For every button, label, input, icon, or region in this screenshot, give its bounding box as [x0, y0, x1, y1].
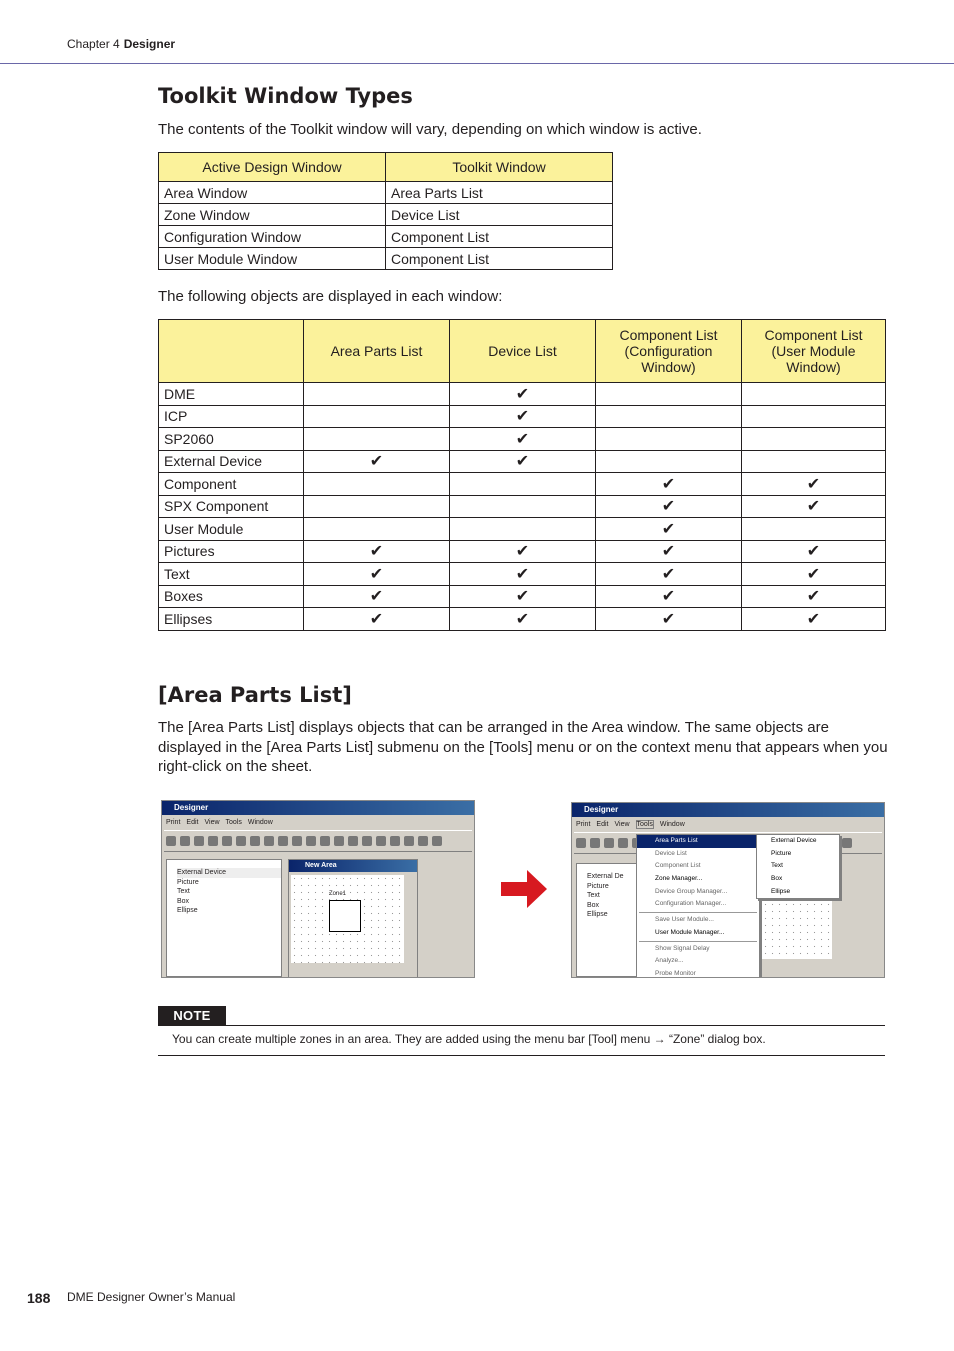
check-cell	[742, 428, 886, 451]
table-cell: Zone Window	[159, 204, 386, 226]
check-cell: ✔	[450, 563, 596, 586]
menu-item[interactable]: User Module Manager...	[655, 928, 725, 936]
check-cell: ✔	[742, 563, 886, 586]
menu-item[interactable]: Device List	[655, 849, 687, 857]
object-name-cell: External Device	[159, 450, 304, 473]
check-cell	[304, 428, 450, 451]
note-text: You can create multiple zones in an area. They are added using the menu bar [Tool] menu → “Zone” dialog box.	[172, 1032, 766, 1046]
tree-item[interactable]: Ellipse	[177, 907, 198, 915]
table2-header: Area Parts List	[304, 320, 450, 383]
tree-item[interactable]: Text	[587, 892, 600, 900]
following-text: The following objects are displayed in each window:	[158, 288, 503, 305]
table2-header: Component List (Configuration Window)	[596, 320, 742, 383]
submenu-item[interactable]: Ellipse	[771, 887, 791, 895]
manual-title: DME Designer Owner’s Manual	[67, 1290, 236, 1304]
check-cell: ✔	[450, 540, 596, 563]
menu-item[interactable]: Tools	[225, 819, 242, 826]
table-row	[159, 226, 613, 248]
table2-header: Device List	[450, 320, 596, 383]
menu-item[interactable]: Edit	[186, 819, 199, 826]
new-area-window	[288, 859, 418, 978]
check-cell: ✔	[304, 450, 450, 473]
object-name-cell: Ellipses	[159, 608, 304, 631]
check-cell: ✔	[596, 473, 742, 496]
check-cell: ✔	[596, 585, 742, 608]
check-cell	[304, 473, 450, 496]
tree-item[interactable]: Text	[177, 888, 190, 896]
app-title-bar: Designer	[572, 803, 884, 817]
menu-item[interactable]: Configuration Manager...	[655, 900, 727, 908]
chapter-label: Chapter 4	[67, 37, 120, 51]
table-row	[159, 540, 886, 563]
tree-item[interactable]: Box	[587, 901, 600, 909]
menu-item[interactable]: View	[614, 821, 630, 828]
table-cell: Area Window	[159, 182, 386, 204]
table2-header: Component List (User Module Window)	[742, 320, 886, 383]
area-parts-submenu	[756, 834, 840, 899]
table-row	[159, 248, 613, 270]
check-cell: ✔	[596, 608, 742, 631]
table-cell: Component List	[386, 226, 613, 248]
table-cell: Configuration Window	[159, 226, 386, 248]
area-parts-tree	[166, 859, 282, 977]
table-cell: User Module Window	[159, 248, 386, 270]
object-name-cell: ICP	[159, 405, 304, 428]
check-cell: ✔	[596, 495, 742, 518]
menu-item[interactable]: Save User Module...	[655, 916, 714, 924]
table2-header	[159, 320, 304, 383]
objects-table	[158, 319, 886, 631]
tree-item[interactable]: Picture	[587, 882, 609, 890]
note-label: NOTE	[158, 1006, 226, 1025]
area-sheet[interactable]	[762, 901, 832, 959]
tree-item[interactable]: External Device	[177, 868, 281, 878]
page-number: 188	[27, 1290, 51, 1306]
submenu-item[interactable]: Box	[771, 875, 783, 883]
note-rule-bottom	[158, 1055, 885, 1056]
table-row	[159, 450, 886, 473]
check-cell: ✔	[596, 563, 742, 586]
table-row	[159, 473, 886, 496]
table1-header: Toolkit Window	[386, 153, 613, 182]
check-cell: ✔	[742, 540, 886, 563]
check-cell: ✔	[742, 473, 886, 496]
toolbar	[164, 830, 472, 852]
tree-item[interactable]: External De	[587, 873, 624, 880]
check-cell	[450, 518, 596, 541]
menu-item[interactable]: Print	[166, 819, 181, 826]
zone-label: Zone1	[329, 891, 347, 897]
check-cell: ✔	[450, 608, 596, 631]
object-name-cell: Pictures	[159, 540, 304, 563]
table-row	[159, 563, 886, 586]
menu-separator	[639, 912, 757, 913]
section-label: Designer	[123, 37, 176, 51]
menu-separator	[639, 941, 757, 942]
menu-item[interactable]: Edit	[596, 821, 609, 828]
table-row	[159, 428, 886, 451]
table1-header: Active Design Window	[159, 153, 386, 182]
submenu-item[interactable]: Picture	[771, 849, 792, 857]
menu-item[interactable]: Probe Monitor	[655, 969, 696, 977]
check-cell: ✔	[596, 518, 742, 541]
running-header	[67, 37, 175, 51]
check-cell	[304, 495, 450, 518]
check-cell: ✔	[304, 563, 450, 586]
menu-item[interactable]: View	[204, 819, 220, 826]
table-row	[159, 383, 886, 406]
table-row	[159, 585, 886, 608]
menu-item[interactable]: Device Group Manager...	[655, 887, 728, 895]
check-cell: ✔	[450, 405, 596, 428]
check-cell: ✔	[742, 585, 886, 608]
submenu-item[interactable]: External Device	[771, 837, 817, 844]
check-cell: ✔	[304, 585, 450, 608]
check-cell	[596, 428, 742, 451]
check-cell: ✔	[450, 450, 596, 473]
check-cell	[742, 383, 886, 406]
menu-item[interactable]: Print	[576, 821, 591, 828]
check-cell	[304, 383, 450, 406]
object-name-cell: SP2060	[159, 428, 304, 451]
screenshot-tools-menu	[571, 802, 885, 978]
note-rule-top	[158, 1025, 885, 1026]
section-title-toolkit: Toolkit Window Types	[158, 84, 413, 108]
table-row	[159, 182, 613, 204]
menu-item[interactable]: Tools	[636, 821, 653, 828]
check-cell: ✔	[742, 495, 886, 518]
object-name-cell: Boxes	[159, 585, 304, 608]
table-row	[159, 495, 886, 518]
check-cell	[596, 405, 742, 428]
right-arrow-icon	[501, 870, 547, 908]
check-cell: ✔	[450, 383, 596, 406]
header-rule	[0, 63, 954, 64]
area-parts-body: The [Area Parts List] displays objects that can be arranged in the Area window. The same objects are displayed in the [Area Parts List] submenu on the [Tools] menu or on the context menu that appears when you right-click on the sheet.	[158, 719, 888, 775]
check-cell	[304, 405, 450, 428]
tree-item[interactable]: Picture	[177, 878, 199, 886]
check-cell: ✔	[596, 540, 742, 563]
menu-item[interactable]: Window	[247, 819, 273, 826]
check-cell	[596, 383, 742, 406]
menu-item[interactable]: Component List	[655, 862, 701, 870]
check-cell	[304, 518, 450, 541]
section-title-area-parts: [Area Parts List]	[158, 683, 352, 707]
object-name-cell: DME	[159, 383, 304, 406]
check-cell	[742, 450, 886, 473]
submenu-item[interactable]: Text	[771, 862, 783, 870]
check-cell: ✔	[304, 608, 450, 631]
app-title-bar: Designer	[162, 801, 474, 815]
zone-box[interactable]	[329, 900, 361, 932]
check-cell: ✔	[450, 585, 596, 608]
check-cell	[742, 518, 886, 541]
check-cell	[742, 405, 886, 428]
menu-item[interactable]: Show Signal Delay	[655, 944, 710, 952]
check-cell	[450, 495, 596, 518]
window-types-table	[158, 152, 613, 270]
tools-menu	[636, 834, 760, 978]
object-name-cell: Text	[159, 563, 304, 586]
check-cell: ✔	[450, 428, 596, 451]
check-cell: ✔	[742, 608, 886, 631]
object-name-cell: Component	[159, 473, 304, 496]
menu-item-area-parts-list[interactable]: Area Parts List	[637, 835, 759, 848]
table-cell: Device List	[386, 204, 613, 226]
menu-bar	[162, 816, 474, 829]
table-row	[159, 204, 613, 226]
check-cell	[450, 473, 596, 496]
object-name-cell: SPX Component	[159, 495, 304, 518]
table-row	[159, 518, 886, 541]
check-cell: ✔	[304, 540, 450, 563]
object-name-cell: User Module	[159, 518, 304, 541]
table-row	[159, 608, 886, 631]
tree-item[interactable]: Box	[177, 897, 190, 905]
child-title-bar: New Area	[289, 860, 417, 872]
table-cell: Component List	[386, 248, 613, 270]
intro-text: The contents of the Toolkit window will vary, depending on which window is active.	[158, 121, 702, 138]
menu-item[interactable]: Zone Manager...	[655, 875, 703, 883]
menu-bar	[572, 818, 884, 831]
table-cell: Area Parts List	[386, 182, 613, 204]
table-row	[159, 405, 886, 428]
menu-item[interactable]: Window	[659, 821, 685, 828]
screenshot-area-window	[161, 800, 475, 978]
tree-item[interactable]: Ellipse	[587, 911, 608, 919]
check-cell	[596, 450, 742, 473]
menu-item[interactable]: Analyze...	[655, 957, 684, 965]
